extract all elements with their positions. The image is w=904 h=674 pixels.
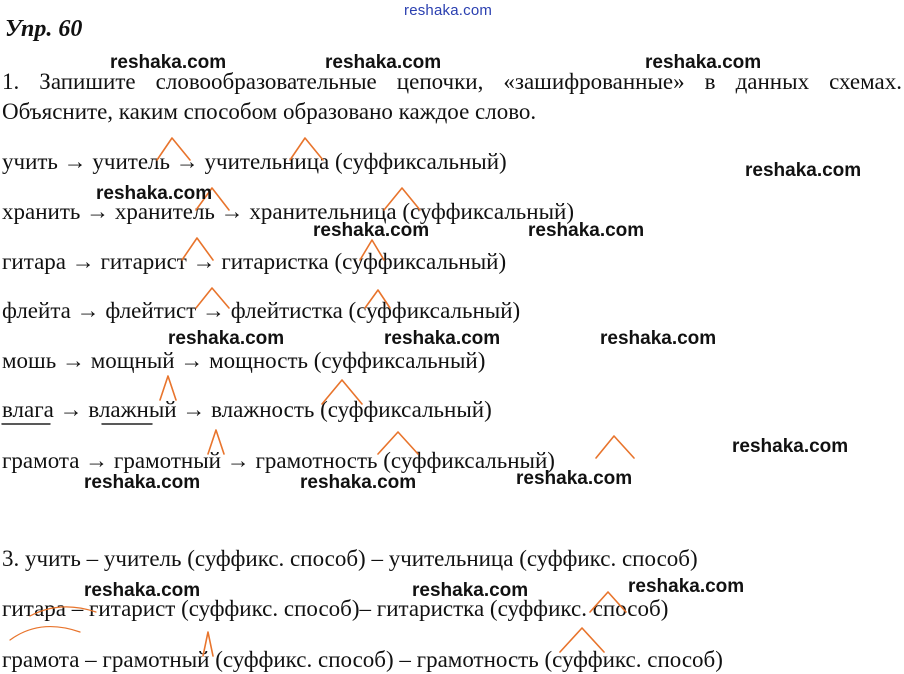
exercise-title: Упр. 60 (5, 16, 83, 42)
decorative-arc (10, 627, 80, 640)
watermark: reshaka.com (168, 328, 285, 349)
chain-line-7: грамота → грамотный → грамотность (суффиксальный) (2, 448, 555, 473)
chain-line-2: хранить → хранитель → хранительница (суффиксальный) (2, 199, 575, 224)
task-text: 1. Запишите словообразовательные цепочки, «зашифрованные» в данных схемах. Объясните, каким способом образовано каждое слово. (2, 69, 902, 124)
watermark: reshaka.com (313, 220, 430, 241)
watermark: reshaka.com (516, 468, 633, 489)
watermark: reshaka.com (84, 472, 201, 493)
watermark: reshaka.com (745, 160, 862, 181)
chain-line-6: влага → влажный → влажность (суффиксальный) (2, 397, 492, 422)
chain-line-5: мошь → мощный → мощность (суффиксальный) (2, 348, 486, 373)
chain-line-1: учить → учитель → учительница (суффиксальный) (2, 149, 507, 174)
watermark: reshaka.com (325, 52, 442, 73)
watermark: reshaka.com (84, 580, 201, 601)
watermark: reshaka.com (628, 576, 745, 597)
watermark: reshaka.com (645, 52, 762, 73)
answer-line-3: грамота – грамотный (суффикс. способ) – грамотность (суффикс. способ) (2, 647, 723, 672)
watermark: reshaka.com (300, 472, 417, 493)
suffix-mark (596, 436, 634, 458)
watermark: reshaka.com (96, 183, 213, 204)
answer-line-1: 3. учить – учитель (суффикс. способ) – учительница (суффикс. способ) (2, 546, 698, 571)
chain-line-4: флейта → флейтист → флейтистка (суффиксальный) (2, 298, 521, 323)
watermark: reshaka.com (412, 580, 529, 601)
site-watermark-top: reshaka.com (404, 2, 493, 19)
watermark: reshaka.com (600, 328, 717, 349)
watermark: reshaka.com (110, 52, 227, 73)
watermark: reshaka.com (384, 328, 501, 349)
answer-line-2: гитара – гитарист (суффикс. способ)– гитаристка (суффикс. способ) (2, 596, 669, 621)
chain-line-3: гитара → гитарист → гитаристка (суффиксальный) (2, 249, 507, 274)
watermark: reshaka.com (528, 220, 645, 241)
watermark: reshaka.com (732, 436, 849, 457)
